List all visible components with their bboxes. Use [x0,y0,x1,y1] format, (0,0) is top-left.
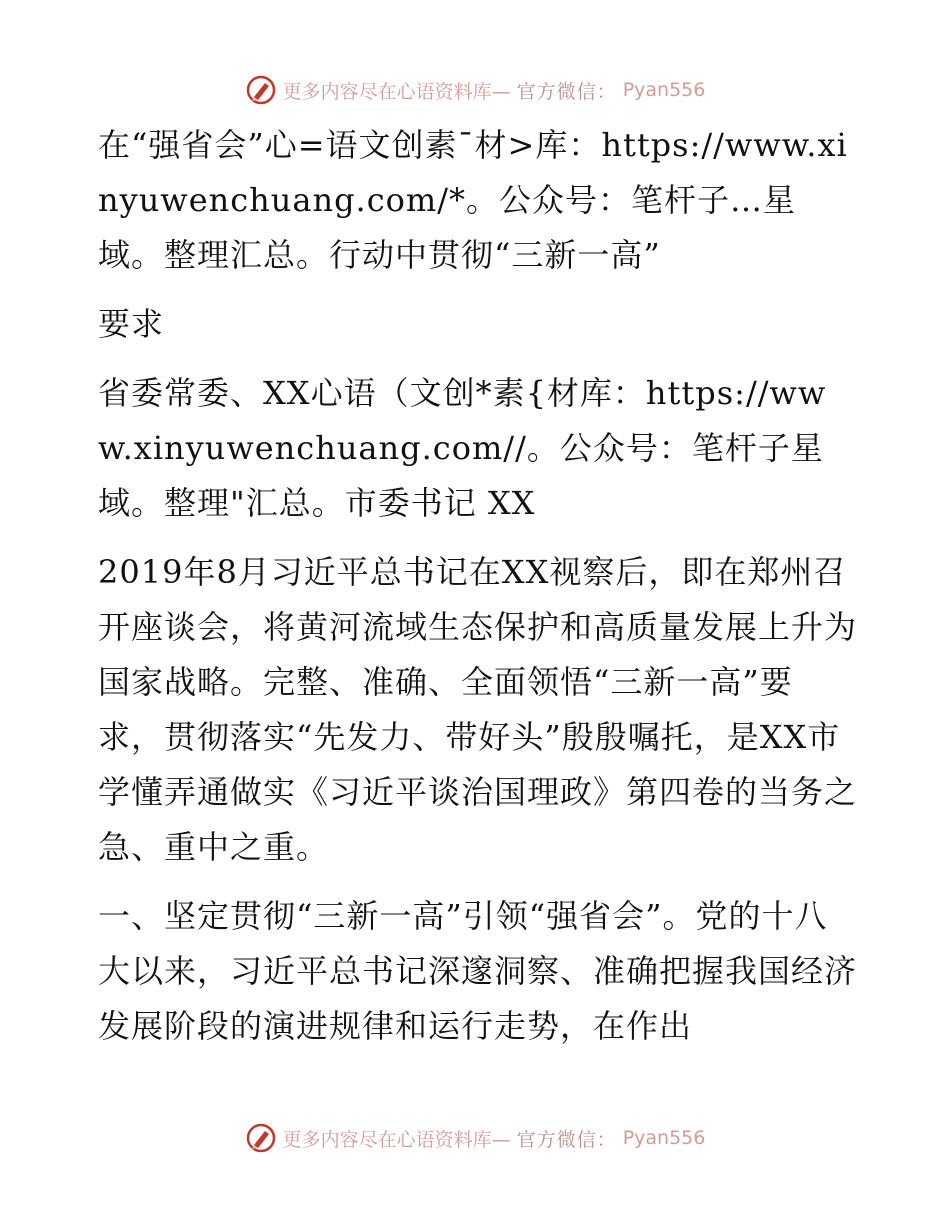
watermark-wechat-label: 官方微信： [516,80,617,103]
paragraph-title: 在“强省会”心=语文创素¯材>库：https://www.xinyuwenchuang.com/*。公众号：笔杆子…星域。整理汇总。行动中贯彻“三新一高” [98,126,848,274]
watermark-banner-bottom [0,1118,950,1158]
pen-logo-icon [245,1122,277,1154]
paragraph-title-continued: 要求 [98,305,165,343]
watermark-wechat-id: Pyan556 [622,1127,706,1149]
paragraph-section-one: 一、坚定贯彻“三新一高”引领“强省会”。党的十八大以来，习近平总书记深邃洞察、准确把握我国经济发展阶段的演进规律和运行走势，在作出 [98,897,858,1045]
watermark-wechat-id: Pyan556 [622,79,706,101]
paragraph-author: 省委常委、XX心语（文创*素{材库：https://www.xinyuwenchuang.com//。公众号：笔杆子星域。整理"汇总。市委书记 XX [98,374,827,522]
watermark-banner-top [0,70,950,110]
document-body [98,118,858,1068]
pen-logo-icon [245,74,277,106]
watermark-wechat-label: 官方微信： [516,1128,617,1151]
watermark-text: 更多内容尽在心语资料库— [282,80,511,103]
paragraph-intro: 2019年8月习近平总书记在XX视察后，即在郑州召开座谈会，将黄河流域生态保护和高质量发展上升为国家战略。完整、准确、全面领悟“三新一高”要求，贯彻落实“先发力、带好头”殷殷嘱托，是XX市学懂弄通做实《习近平谈治国理政》第四卷的当务之急、重中之重。 [98,553,858,866]
watermark-text: 更多内容尽在心语资料库— [282,1128,511,1151]
